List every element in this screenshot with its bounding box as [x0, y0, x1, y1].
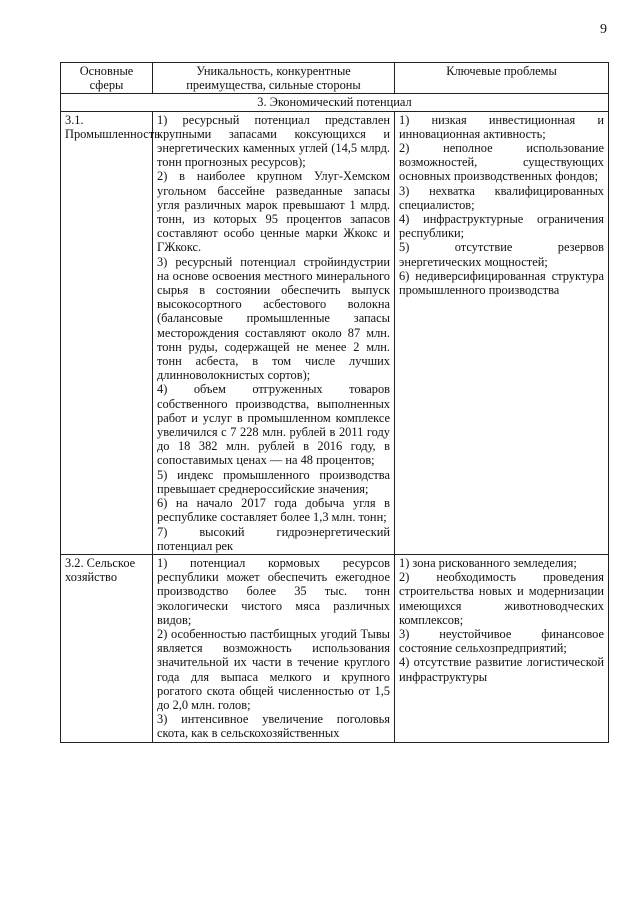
section-title: 3. Экономический потенциал	[61, 94, 609, 111]
table-row	[61, 554, 609, 742]
strength-item: 2) особенностью пастбищных угодий Тывы является возможность использования значительной их части в течение круглого года для выпаса мелкого и крупного рогатого скота общей численностью от 1,5 до 2,0 млн. голов;	[157, 626, 390, 712]
swot-table	[60, 62, 609, 743]
problem-item: 4) инфраструктурные ограничения республики;	[399, 212, 604, 241]
problem-item: 2) необходимость проведения строительства новых и модернизации имеющихся животноводческих комплексов;	[399, 570, 604, 627]
strength-item: 6) на начало 2017 года добыча угля в республике составляет более 1,3 млн. тонн;	[157, 496, 390, 525]
header-spheres: Основные сферы	[61, 63, 153, 94]
problem-item: 3) нехватка квалифицированных специалистов;	[399, 183, 604, 212]
problem-item: 2) неполное использование возможностей, существующих основных производственных фондов;	[399, 141, 604, 184]
problem-item: 3) неустойчивое финансовое состояние сельхозпредприятий;	[399, 626, 604, 656]
problem-item: 1) зона рискованного земледелия;	[399, 555, 577, 570]
strengths-cell	[153, 111, 395, 554]
problems-cell	[395, 554, 609, 742]
problems-cell	[395, 111, 609, 554]
table-header-row	[61, 63, 609, 94]
sphere-cell: 3.1. Промышленность	[61, 111, 153, 554]
page-number: 9	[600, 22, 607, 37]
strength-item: 5) индекс промышленного производства превышает среднероссийские значения;	[157, 467, 390, 496]
strength-item: 1) ресурсный потенциал представлен крупными запасами коксующихся и энергетических каменных углей (14,5 млрд. тонн прогнозных ресурсов);	[157, 112, 390, 170]
sphere-cell: 3.2. Сельское хозяйство	[61, 554, 153, 742]
strength-item: 3) ресурсный потенциал стройиндустрии на основе освоения местного минерального сырья в состоянии обеспечить выпуск высокосортного асбестового волокна (балансовые промышленные запасы месторождения составляют около 87 млн. тонн руды, содержащей не менее 2 млн. тонн асбеста, в том числе лучших длинноволокнистых сортов);	[157, 254, 390, 383]
problem-item: 1) низкая инвестиционная и инновационная активность;	[399, 112, 604, 141]
strength-item: 3) интенсивное увеличение поголовья скота, как в сельскохозяйственных	[157, 712, 390, 741]
section-row	[61, 94, 609, 111]
problem-item: 5) отсутствие резервов энергетических мощностей;	[399, 240, 604, 269]
strength-item: 7) высокий гидроэнергетический потенциал рек	[157, 524, 390, 553]
strength-item: 1) потенциал кормовых ресурсов республики может обеспечить ежегодное производство более 35 тыс. тонн экологически чистого мяса различных видов;	[157, 555, 390, 627]
table-row	[61, 111, 609, 554]
strength-item: 2) в наиболее крупном Улуг-Хемском угольном бассейне разведанные запасы угля различных марок превышают 1 млрд. тонн, из которых 95 процентов запасов составляют особо ценные марки Жкокс и ГЖкокс.	[157, 169, 390, 255]
header-strengths: Уникальность, конкурентные преимущества, сильные стороны	[153, 63, 395, 94]
strengths-cell	[153, 554, 395, 742]
problem-item: 6) недиверсифицированная структура промышленного производства	[399, 268, 604, 298]
strength-item: 4) объем отгруженных товаров собственного производства, выполненных работ и услуг в промышленном комплексе увеличился с 7 228 млн. рублей в 2011 году до 18 382 млн. рублей в 2016 году, в сопоставимых ценах — на 48 процентов;	[157, 382, 390, 468]
header-problems: Ключевые проблемы	[395, 63, 609, 94]
problem-item: 4) отсутствие развитие логистической инфраструктуры	[399, 655, 604, 684]
